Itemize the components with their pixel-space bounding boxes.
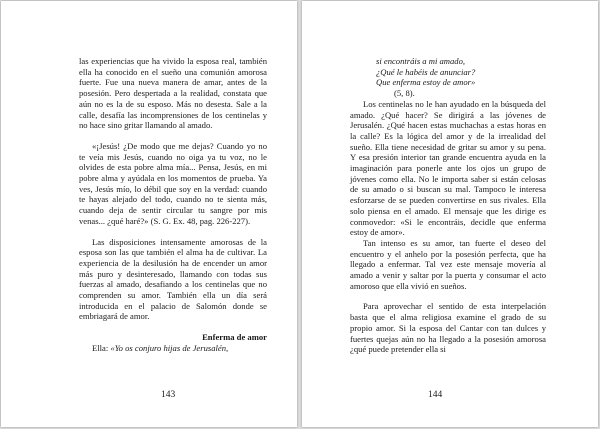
page-number: 144 [428, 390, 443, 400]
verse-line: si encontráis a mi amado, [376, 56, 466, 66]
paragraph: Los centinelas no le han ayudado en la búsqueda del amado. ¿Qué hacer? Se dirigirá a las jóvenes de Jerusalén. ¿Qué hacen estas muchachas a estas horas en la calle? Es la lógica del amor y de la irrealidad del sueño. Ella tiene necesidad de gritar su amor y su pena. Y esa presión interior tan grande encuentra ayuda en la imaginación para ponerle ante los ojos un grupo de jóvenes como ella. No le importa saber si están celosas de su amado o si buscan su mal. Tampoco le interesa esforzarse de se pueden convertirse en sus rivales. Ella solo piensa en el amado. El mensaje que les dirige es conmovedor: «Si le encontráis, decidle que enferma estoy de amor». [350, 98, 546, 238]
left-text-block [79, 56, 267, 354]
verse-reference: (5, 8). [394, 88, 415, 99]
quote-opening: «Yo os conjuro hijas de Jerusalén, [110, 342, 229, 353]
paragraph: «¡Jesús! ¿De modo que me dejas? Cuando yo no te veía mis Jesús, cuando no oiga ya tu voz, no le olvides de esta pobre alma mía... Pensa, Jesús, en mi pobre alma y ayúdala en los momentos de prueba. Ya ves, Jesús mío, lo débil que soy en la verdad: cuando te hayas alejado del todo, cuando no te sienta más, cuando deja de sentir circular tu sangre por mis venas... ¿qué haré?» (S. G. Ex. 48, pag. 226-227). [79, 140, 267, 226]
right-page [302, 1, 598, 427]
paragraph: Tan intenso es su amor, tan fuerte el deseo del encuentro y el anhelo por la posesión perfecta, que ha llegado a enfermar. Tal vez este mensaje movería al amado a venir y saltar por la puerta y consumar el acto amoroso que ella vivió en sueños. [350, 237, 546, 291]
paragraph: las experiencias que ha vivido la esposa real, también ella ha conocido en el sueño una comunión amorosa fuerte. Fue una nueva manera de amar, antes de la posesión. Pero despertada a la realidad, constata que aún no es la de su esposo. Más no desesta. Sale a la calle, desafía las incomprensiones de los centinelas y no hace sino gritar llamando al amado. [79, 56, 267, 131]
right-text-block [350, 56, 546, 355]
speaker-line [79, 343, 267, 354]
verse-line: ¿Qué le habéis de anunciar? [376, 66, 476, 77]
section-heading: Enferma de amor [202, 332, 267, 343]
paragraph: Las disposiciones intensamente amorosas de la esposa son las que también el alma ha de cultivar. La experiencia de la desilusión ha de encender un amor más puro y desinteresado, llamando con todas sus fuerzas al amado, desafiando a los centinelas que no comprenden su amor. También ella un día será introducida en el palacio de Salomón donde se embriagará de amor. [79, 236, 267, 322]
page-number: 143 [161, 390, 176, 400]
verse-line: Que enferma estoy de amor» [376, 77, 476, 88]
verse-quote [350, 56, 546, 99]
paragraph: Para aprovechar el sentido de esta interpelación basta que el alma religiosa examine el grado de su propio amor. Si la esposa del Cantar con tan dulces y fuertes quejas aún no ha llegado a la posesión amorosa ¿qué puede pretender ella si [350, 301, 546, 355]
left-page [1, 1, 297, 427]
speaker-label: Ella: [92, 342, 109, 353]
